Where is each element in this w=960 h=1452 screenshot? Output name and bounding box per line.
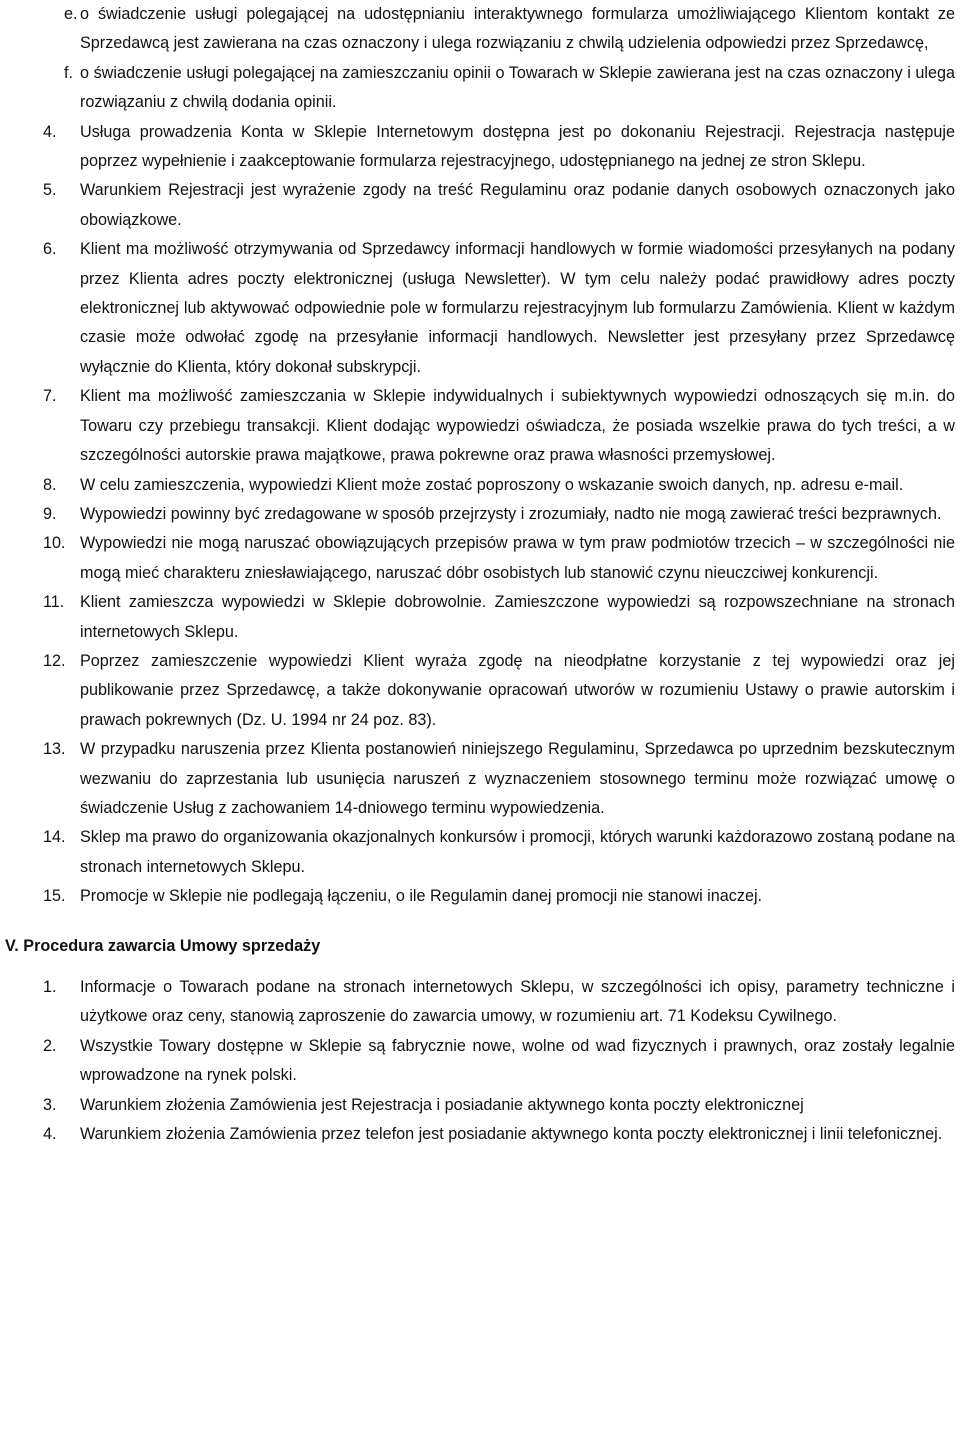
item-number: 4.	[43, 122, 57, 141]
item-text: Poprzez zamieszczenie wypowiedzi Klient wyraża zgodę na nieodpłatne korzystanie z tej wypowiedzi oraz jej publikowanie przez Sprzedawcę, a także dokonywanie opracowań utworów w rozumieniu Ustawy o prawie autorskim i prawach pokrewnych (Dz. U. 1994 nr 24 poz. 83).	[80, 651, 955, 729]
list-item-4	[0, 118, 960, 177]
item-text: Wszystkie Towary dostępne w Sklepie są fabrycznie nowe, wolne od wad fizycznych i prawnych, oraz zostały legalnie wprowadzone na rynek polski.	[80, 1036, 955, 1085]
list-item-f	[0, 59, 960, 118]
item-text: o świadczenie usługi polegającej na zamieszczaniu opinii o Towarach w Sklepie zawierana jest na czas oznaczony i ulega rozwiązaniu z chwilą dodania opinii.	[80, 63, 955, 112]
item-number: 6.	[43, 240, 57, 259]
list-item-9	[0, 500, 960, 529]
item-text: Promocje w Sklepie nie podlegają łączeniu, o ile Regulamin danej promocji nie stanowi inaczej.	[80, 887, 763, 906]
list-item-6	[0, 235, 960, 382]
list-item-12	[0, 647, 960, 735]
item-text: Informacje o Towarach podane na stronach internetowych Sklepu, w szczególności ich opisy, parametry techniczne i użytkowe oraz ceny, stanowią zaproszenie do zawarcia umowy, w rozumieniu art. 71 Kodeksu Cywilnego.	[80, 978, 955, 1026]
item-text: Sklep ma prawo do organizowania okazjonalnych konkursów i promocji, których warunki każdorazowo zostaną podane na stronach internetowych Sklepu.	[80, 828, 955, 876]
item-number: f.	[64, 63, 73, 82]
section-heading: V. Procedura zawarcia Umowy sprzedaży	[5, 936, 321, 955]
item-text: Warunkiem złożenia Zamówienia przez telefon jest posiadanie aktywnego konta poczty elektronicznej i linii telefonicznej.	[80, 1125, 943, 1144]
list-item-v-3	[0, 1091, 960, 1120]
item-text: Warunkiem złożenia Zamówienia jest Rejestracja i posiadanie aktywnego konta poczty elektronicznej	[80, 1095, 804, 1114]
list-item-v-2	[0, 1032, 960, 1091]
section-spacer	[0, 961, 960, 973]
item-number: 4.	[43, 1125, 57, 1144]
item-text: o świadczenie usługi polegającej na udostępnianiu interaktywnego formularza umożliwiającego Klientom kontakt ze Sprzedawcą jest zawierana na czas oznaczony i ulega rozwiązaniu z chwilą udzielenia odpowiedzi przez Sprzedawcę,	[80, 5, 955, 53]
item-text: W przypadku naruszenia przez Klienta postanowień niniejszego Regulaminu, Sprzedawca po uprzednim bezskutecznym wezwaniu do zaprzestania lub usunięcia naruszeń z wyznaczeniem stosownego terminu może rozwiązać umowę o świadczenie Usług z zachowaniem 14-dniowego terminu wypowiedzenia.	[80, 740, 955, 817]
item-text: Warunkiem Rejestracji jest wyrażenie zgody na treść Regulaminu oraz podanie danych osobowych oznaczonych jako obowiązkowe.	[80, 181, 955, 229]
item-text: Wypowiedzi powinny być zredagowane w sposób przejrzysty i zrozumiały, nadto nie mogą zawierać treści bezprawnych.	[80, 504, 942, 523]
item-number: 7.	[43, 387, 57, 406]
item-number: 2.	[43, 1036, 57, 1055]
item-number: e.	[64, 5, 78, 23]
item-text: Klient ma możliwość otrzymywania od Sprzedawcy informacji handlowych w formie wiadomości przesyłanych na podany przez Klienta adres poczty elektronicznej (usługa Newsletter). W tym celu należy podać prawidłowy adres poczty elektronicznej lub aktywować odpowiednie pole w formularzu rejestracyjnym lub formularzu Zamówienia. Klient w każdym czasie może odwołać zgodę na przesyłanie informacji handlowych. Newsletter jest przesyłany przez Sprzedawcę wyłącznie do Klienta, który dokonał subskrypcji.	[80, 240, 955, 376]
section-spacer	[0, 912, 960, 932]
item-number: 14.	[43, 828, 66, 847]
item-number: 3.	[43, 1095, 57, 1114]
list-item-v-4	[0, 1120, 960, 1149]
list-item-e	[0, 0, 960, 59]
item-number: 5.	[43, 181, 57, 200]
item-text: Klient ma możliwość zamieszczania w Sklepie indywidualnych i subiektywnych wypowiedzi odnoszących się m.in. do Towaru czy przebiegu transakcji. Klient dodając wypowiedzi oświadcza, że posiada wszelkie prawa do tych treści, a w szczególności autorskie prawa majątkowe, prawa pokrewne oraz prawa własności przemysłowej.	[80, 387, 955, 465]
item-text: Usługa prowadzenia Konta w Sklepie Internetowym dostępna jest po dokonaniu Rejestracji. Rejestracja następuje poprzez wypełnienie i zaakceptowanie formularza rejestracyjnego, udostępnianego na jednej ze stron Sklepu.	[80, 122, 955, 171]
item-number: 15.	[43, 887, 66, 906]
item-text: W celu zamieszczenia, wypowiedzi Klient może zostać poproszony o wskazanie swoich danych, np. adresu e-mail.	[80, 475, 904, 494]
item-number: 13.	[43, 740, 66, 759]
item-text: Wypowiedzi nie mogą naruszać obowiązujących przepisów prawa w tym praw podmiotów trzecich – w szczególności nie mogą mieć charakteru zniesławiającego, naruszać dóbr osobistych lub stanowić czynu nieuczciwej konkurencji.	[80, 534, 955, 582]
item-number: 12.	[43, 651, 66, 670]
list-item-11	[0, 588, 960, 647]
list-item-13	[0, 735, 960, 823]
list-item-8	[0, 471, 960, 500]
item-number: 11.	[43, 593, 65, 612]
list-item-14	[0, 823, 960, 882]
list-item-5	[0, 176, 960, 235]
list-item-15	[0, 882, 960, 911]
list-item-v-1	[0, 973, 960, 1032]
item-number: 10.	[43, 534, 66, 553]
item-number: 9.	[43, 504, 57, 523]
list-item-7	[0, 382, 960, 470]
item-number: 1.	[43, 978, 57, 996]
item-text: Klient zamieszcza wypowiedzi w Sklepie dobrowolnie. Zamieszczone wypowiedzi są rozpowszechniane na stronach internetowych Sklepu.	[80, 593, 955, 641]
list-item-10	[0, 529, 960, 588]
item-number: 8.	[43, 475, 57, 494]
